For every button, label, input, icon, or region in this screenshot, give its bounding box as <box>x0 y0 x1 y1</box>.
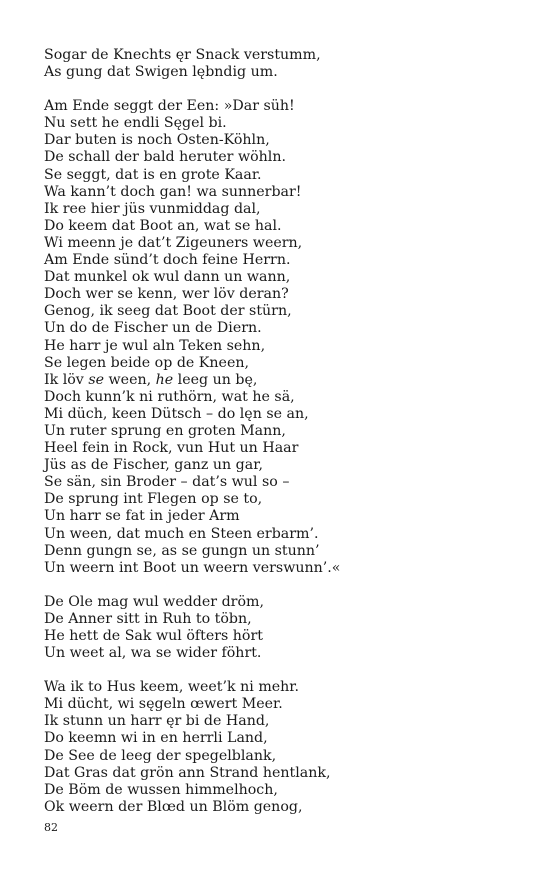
poem-line: Mi dücht, wi sęgeln œwert Meer. <box>44 696 283 713</box>
italic-line-post: leeg un bę, <box>173 371 258 388</box>
poem-line: Un weet al, wa se wider föhrt. <box>44 645 262 662</box>
poem-line: Ik ree hier jüs vunmiddag dal, <box>44 200 261 217</box>
poem-line: De sprung int Flegen op se to, <box>44 491 263 508</box>
poem-line: Doch wer se kenn, wer löv deran? <box>44 286 289 303</box>
poem-line: Heel fein in Rock, vun Hut un Haar <box>44 440 299 457</box>
poem-line: Un weern int Boot un weern verswunn’.« <box>44 559 341 576</box>
poem-line: Jüs as de Fischer, ganz un gar, <box>44 457 263 474</box>
poem-line: De Ole mag wul wedder dröm, <box>44 593 264 610</box>
poem-line: Se sän, sin Broder – dat’s wul so – <box>44 474 290 491</box>
poem-line: Un ruter sprung en groten Mann, <box>44 422 286 439</box>
poem-line: Dat Gras dat grön ann Strand hentlank, <box>44 764 331 781</box>
poem-line: Do keemn wi in en herrli Land, <box>44 730 268 747</box>
poem-line: He harr je wul aln Teken sehn, <box>44 337 266 354</box>
poem-line: Se legen beide op de Kneen, <box>44 354 249 371</box>
poem-line: Genog, ik seeg dat Boot der stürn, <box>44 303 292 320</box>
poem-line: Wi meenn je dat’t Zigeuners weern, <box>44 234 303 251</box>
poem-line: Nu sett he endli Sęgel bi. <box>44 115 227 132</box>
poem-line: Un ween, dat much en Steen erbarm’. <box>44 525 319 542</box>
stanza-2 <box>44 98 514 577</box>
poem-line: Dar buten is noch Osten-Köhln, <box>44 132 270 149</box>
poem-line: Am Ende sünd’t doch feine Herrn. <box>44 252 291 269</box>
poem-text <box>44 47 514 833</box>
poem-line: De See de leeg der spegelblank, <box>44 747 277 764</box>
poem-line: Se seggt, dat is en grote Kaar. <box>44 166 262 183</box>
poem-line: Doch kunn’k ni ruthörn, wat he sä, <box>44 388 295 405</box>
poem-line: Am Ende seggt der Een: »Dar süh! <box>44 98 295 115</box>
poem-line: Wa kann’t doch gan! wa sunnerbar! <box>44 183 302 200</box>
poem-line: De schall der bald heruter wöhln. <box>44 149 286 166</box>
poem-line: Wa ik to Hus keem, weet’k ni mehr. <box>44 679 300 696</box>
poem-line: Denn gungn se, as se gungn un stunn’ <box>44 542 320 559</box>
poem-line: De Böm de wussen himmelhoch, <box>44 781 278 798</box>
poem-line: He hett de Sak wul öfters hört <box>44 628 263 644</box>
stanza-4 <box>44 679 514 816</box>
italic-word-se: se <box>88 371 105 388</box>
poem-line: Mi düch, keen Dütsch – do lęn se an, <box>44 405 309 422</box>
poem-line: De Anner sitt in Ruh to töbn, <box>44 610 252 627</box>
italic-word-he: he <box>155 371 174 388</box>
italic-line-pre: Ik löv <box>44 371 89 388</box>
poem-line-italic <box>44 372 514 389</box>
poem-line: Do keem dat Boot an, wat se hal. <box>44 217 282 234</box>
poem-line: Un do de Fischer un de Diern. <box>44 320 262 337</box>
poem-line: Un harr se fat in jeder Arm <box>44 508 240 525</box>
poem-line: Sogar de Knechts ęr Snack verstumm, <box>44 47 321 63</box>
italic-line-mid: ween, <box>104 371 156 388</box>
poem-line: Ok weern der Blœd un Blöm genog, <box>44 798 303 815</box>
poem-line: Dat munkel ok wul dann un wann, <box>44 269 291 286</box>
poem-line: Ik stunn un harr ęr bi de Hand, <box>44 713 270 730</box>
poem-line: As gung dat Swigen lębndig um. <box>44 64 278 81</box>
stanza-1 <box>44 47 514 81</box>
page-number: 82 <box>44 821 58 834</box>
stanza-3 <box>44 594 514 662</box>
